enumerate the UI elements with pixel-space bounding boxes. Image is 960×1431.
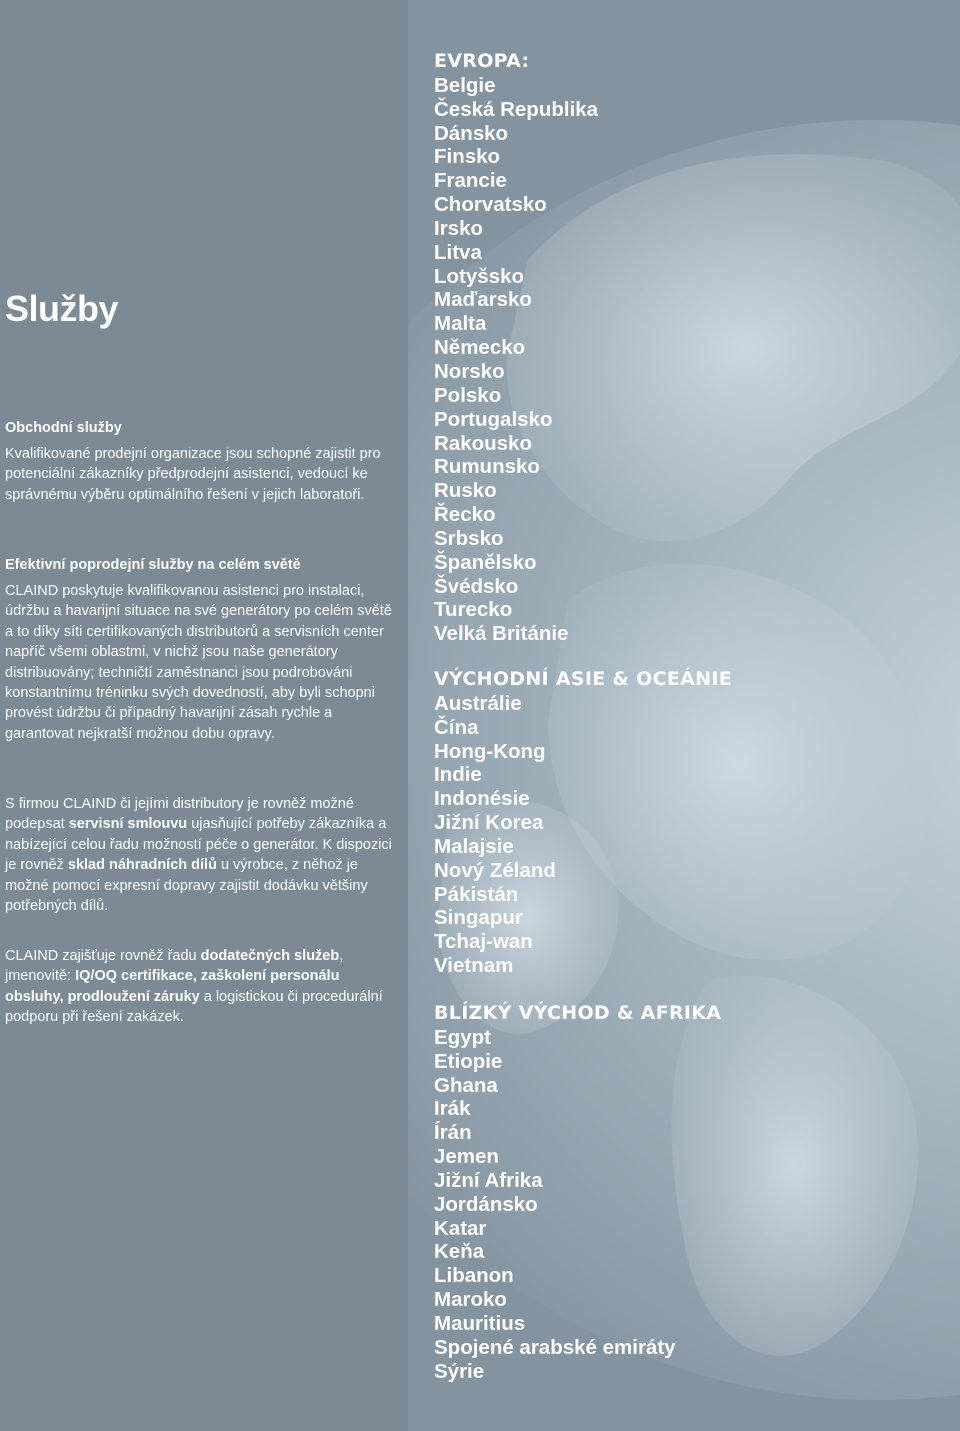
country-item: Lotyšsko xyxy=(434,264,524,288)
page-title: Služby xyxy=(5,288,119,329)
country-item: Jižní Afrika xyxy=(434,1168,543,1192)
country-item: Česká Republika xyxy=(434,97,599,121)
bold-span: servisní smlouvu xyxy=(68,816,188,833)
country-item: Rumunsko xyxy=(434,455,540,479)
country-item: Švédsko xyxy=(434,574,519,598)
country-list xyxy=(434,74,598,646)
text-span: u výrobce, z něhož je možné pomocí expresní dopravy zajistit dodávku většiny potřebných dílů. xyxy=(5,857,368,915)
country-item: Belgie xyxy=(434,73,496,97)
country-item: Maďarsko xyxy=(434,288,532,312)
country-item: Katar xyxy=(434,1216,487,1240)
text-span: S firmou CLAIND či jejími distributory je rovněž možné podepsat xyxy=(5,796,354,833)
region-europe xyxy=(434,50,598,646)
country-item: Indonésie xyxy=(434,787,530,811)
sales-services-heading: Obchodní služby xyxy=(5,420,122,436)
country-item: Etiopie xyxy=(434,1049,503,1073)
text-span: CLAIND zajišťuje rovněž řadu xyxy=(5,948,201,964)
region-heading: VÝCHODNÍ ASIE & OCEÁNIE xyxy=(434,668,733,690)
text-span: , jmenovitě: xyxy=(5,948,344,985)
country-item: Jižní Korea xyxy=(434,811,544,835)
country-item: Turecko xyxy=(434,598,513,622)
bold-span: IQ/OQ certifikace, zaškolení personálu obsluhy, prodloužení záruky xyxy=(5,968,340,1005)
service-contract-text xyxy=(5,794,400,916)
additional-services-text xyxy=(5,946,400,1028)
country-item: Řecko xyxy=(434,503,496,527)
country-item: Austrálie xyxy=(434,691,522,715)
country-item: Chorvatsko xyxy=(434,193,547,217)
country-item: Mauritius xyxy=(434,1311,526,1335)
country-item: Malajsie xyxy=(434,834,514,858)
left-panel xyxy=(0,0,408,1431)
country-item: Libanon xyxy=(434,1264,514,1288)
region-heading: EVROPA: xyxy=(434,50,530,72)
sales-services-section xyxy=(5,418,400,505)
country-item: Malta xyxy=(434,312,487,336)
country-item: Francie xyxy=(434,169,507,193)
bold-span: dodatečných služeb xyxy=(200,948,340,964)
country-item: Norsko xyxy=(434,359,505,383)
region-east-asia-oceania xyxy=(434,668,732,978)
country-item: Tchaj-wan xyxy=(434,930,533,954)
country-item: Portugalsko xyxy=(434,407,553,431)
country-item: Keňa xyxy=(434,1240,485,1264)
country-item: Spojené arabské emiráty xyxy=(434,1335,676,1359)
country-list xyxy=(434,1026,721,1384)
country-item: Velká Británie xyxy=(434,622,569,646)
service-contract-section xyxy=(5,794,400,916)
country-item: Jemen xyxy=(434,1145,499,1169)
country-item: Srbsko xyxy=(434,526,504,550)
country-item: Egypt xyxy=(434,1025,491,1049)
text-span: ujasňující potřeby zákazníka a nabízející celou řadu možností péče o generátor. K dispozici je rovněž xyxy=(5,816,392,874)
country-item: Litva xyxy=(434,240,482,264)
country-item: Pákistán xyxy=(434,882,519,906)
country-item: Finsko xyxy=(434,145,501,169)
country-item: Čína xyxy=(434,715,479,739)
country-item: Německo xyxy=(434,336,526,360)
country-item: Indie xyxy=(434,763,482,787)
country-item: Polsko xyxy=(434,383,502,407)
country-item: Sýrie xyxy=(434,1359,485,1383)
country-list xyxy=(434,692,732,978)
aftersales-section xyxy=(5,555,400,744)
country-item: Maroko xyxy=(434,1288,507,1312)
country-item: Irsko xyxy=(434,216,483,240)
country-item: Vietnam xyxy=(434,954,514,978)
country-item: Dánsko xyxy=(434,121,509,145)
aftersales-heading: Efektivní poprodejní služby na celém světě xyxy=(5,557,301,573)
sales-services-text: Kvalifikované prodejní organizace jsou schopné zajistit pro potenciální zákazníky předprodejní asistenci, vedoucí ke správnému výběru optimálního řešení v jejich laboratoři. xyxy=(5,446,381,503)
country-item: Írán xyxy=(434,1121,472,1145)
additional-services-section xyxy=(5,946,400,1028)
country-item: Rusko xyxy=(434,479,497,503)
region-middle-east-africa xyxy=(434,1002,721,1384)
text-span: a logistickou či procedurální podporu při řešení zakázek. xyxy=(5,988,383,1026)
country-item: Singapur xyxy=(434,906,523,930)
country-item: Jordánsko xyxy=(434,1192,538,1216)
country-item: Rakousko xyxy=(434,431,532,455)
country-item: Hong-Kong xyxy=(434,739,546,763)
country-item: Ghana xyxy=(434,1073,498,1097)
aftersales-text: CLAIND poskytuje kvalifikovanou asistenci pro instalaci, údržbu a havarijní situace na své generátory po celém světě a to díky síti certifikovaných distributorů a servisních center napříč všemi oblastmi, v nichž jsou naše generátory distribuovány; techničtí zaměstnanci jsou podrobováni konstantnímu tréninku svých dovedností, aby byli schopni provést údržbu či případný havarijní zásah rychle a garantovat nejkratší možnou dobu opravy. xyxy=(5,583,392,742)
country-item: Irák xyxy=(434,1097,471,1121)
country-item: Španělsko xyxy=(434,550,537,574)
region-heading: BLÍZKÝ VÝCHOD & AFRIKA xyxy=(434,1002,722,1024)
bold-span: sklad náhradních dílů xyxy=(67,857,217,874)
country-item: Nový Zéland xyxy=(434,858,556,882)
